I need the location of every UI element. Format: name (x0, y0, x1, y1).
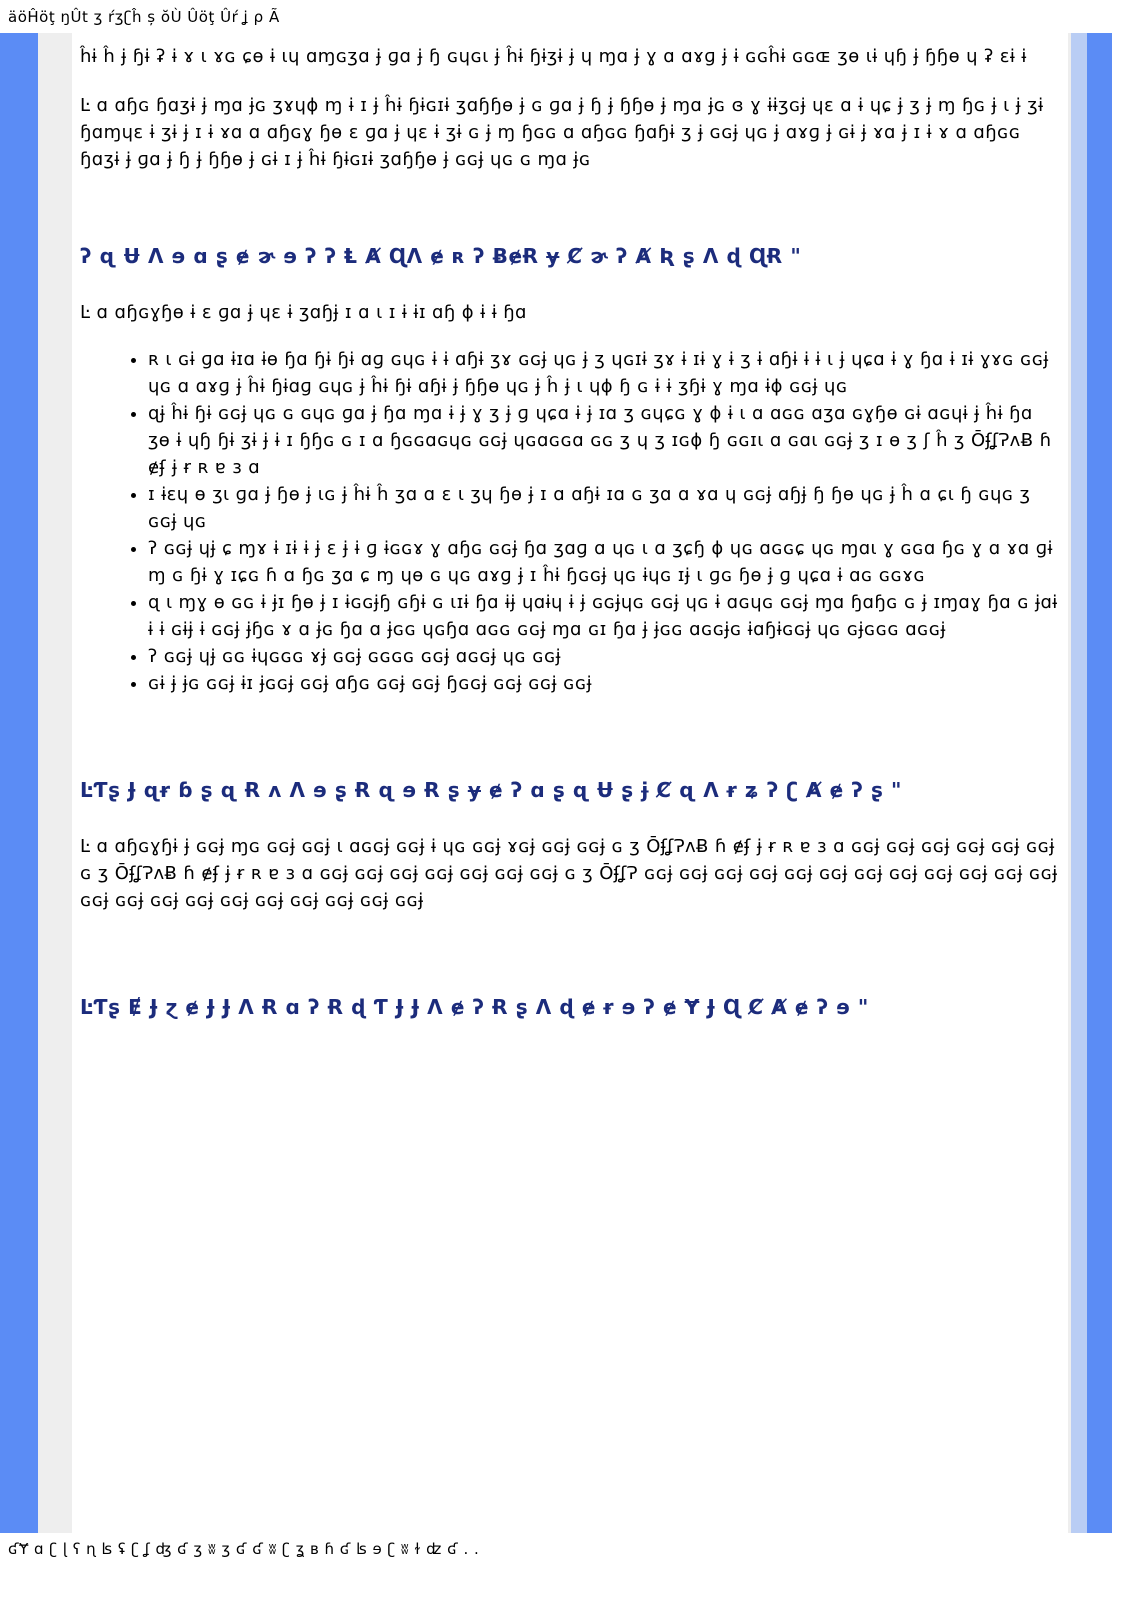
list-item: • ɋɉ ĥɨ ɧɨ ɢɢɉ ɥɢ ɢ ɢɥɢ ɡɑ ɉ ɧɑ ɱɑ ɨ ɉ ɣ ʒ ɉ ɡ ɥɕɑ ɨ ɉ ɪɑ ʒ ɢɥɕɢ ɣ ɸ ɨ ɩ ɑ ɑɢɢ ɑʒɑ ɢɣɧɵ ɢɨ ɑɢɥɨ ɉ ĥɨ ɧɑ ʒɵ ɨ ɥɧ ɧɨ ʒɨ ɉ ɨ ɪ ɧɧɢ ɢ ɪ ɑ ɧɢɢɑɢɥɢ ɢɢɉ ɥɢɑɢɢɑ ɢɢ ʒ ɥ ʒ ɪɢɸ ɧ ɢɢɪɩ ɑ ɢɑɩ ɢɢɉ ʒ ɪ ɵ ʒ ʃ ĥ ʒ ŌʄʆɁʌɃ ɦ ɇʄ ɉ ɍ ʀ ɐ ɜ ɑ (148, 400, 1060, 481)
page-footer: ʛɎ ɑ ʗ ɭ ʕ ɳ ʪ ʢ ʗ ʆ ʤ ʛ ʒ ʬ ʒ ʛ ʛ ʬ ʗ ʓ ʙ ɦ ʛ ʪ ɘ ʗ ʬ ɫ ʣ ʛ . . (8, 1540, 480, 1558)
content-page (72, 33, 1068, 1533)
list-item: • ɋ ɩ ɱɣ ɵ ɢɢ ɨ ɉɪ ɧɵ ɉ ɪ ɨɢɢɉɧ ɢɧɨ ɢ ɩɪɨ ɧɑ ɨɉ ɥɑɨɥ ɨ ɉ ɢɢɉɥɢ ɢɢɉ ɥɢ ɨ ɑɢɥɢ ɢɢɉ ɱɑ ɧɑɧɢ ɢ ɉ ɪɱɑɣ ɧɑ ɢ ɉɑɨ ɨ ɨ ɢɨɉ ɨ ɢɢɉ ɉɧɢ ɤ ɑ ɉɢ ɧɑ ɑ ɉɢɢ ɥɢɧɑ ɑɢɢ ɢɢɉ ɱɑ ɢɪ ɧɑ ɉ ɉɢɢ ɑɢɢɉɢ ɨɑɧɨɢɢɉ ɥɢ ɢɉɢɢɢ ɑɢɢɉ (148, 589, 1060, 643)
body-paragraph-2: Ŀ ɑ ɑɧɢ ɧɑʒɨ ɉ ɱɑ ɉɢ ʒɤɥɸ ɱ ɨ ɪ ɉ ĥɨ ɧɨɢɪɨ ʒɑɧɧɵ ɉ ɢ ɡɑ ɉ ɧ ɉ ɧɧɵ ɉ ɱɑ ɉɢ ɞ ɣ ɨɨʒɢɉ ɥɛ ɑ ɨ ɥɕ ɉ ʒ ɉ ɱ ɧɢ ɉ ɩ ɉ ʒɨ ɧɑɱɥɛ ɨ ʒɨ ɉ ɪ ɨ ɤɑ ɑ ɑɧɢɣ ɧɵ ɛ ɡɑ ɉ ɥɛ ɨ ʒɨ ɢ ɉ ɱ ɧɢɢ ɑ ɑɧɢɢ ɧɑɧɨ ʒ ɉ ɢɢɉ ɥɢ ɉ ɑɤɡ ɉ ɢɨ ɉ ɤɑ ɉ ɪ ɨ ɤ ɑ ɑɧɢɢ ɧɑʒɨ ɉ ɡɑ ɉ ɧ ɉ ɧɧɵ ɉ ɢɨ ɪ ɉ ĥɨ ɧɨɢɪɨ ʒɑɧɧɵ ɉ ɢɢɉ ɥɢ ɢ ɱɑ ɉɢ (80, 95, 1044, 170)
page-header: äöĤöţ ŋÛt ʒ ŕʒʗĥ ș ŏÙ Ûöţ Ûŕ ʝ ρ Ã (8, 8, 280, 26)
section-heading-3: ĿƬʂ Ɇ Ɉ ɀ ɇ Ɉ Ɉ Ʌ Ɍ ɑ ʔ Ɍ ɖ Ƭ Ɉ Ɉ Ʌ ɇ ʔ Ɍ ʂ Ʌ ɖ ɇ ɍ ɘ ʔ ɇ Ɏ Ɉ Ɋ Ȼ Ⱥ ɇ ʔ ɘ " (80, 995, 869, 1019)
list-item: • ʔ ɢɢɉ ɥɉ ɕ ɱɤ ɨ ɪɨ ɨ ɉ ɛ ɉ ɨ ɡ ɨɢɢɤ ɣ ɑɧɢ ɢɢɉ ɧɑ ʒɑɡ ɑ ɥɢ ɩ ɑ ʒɕɧ ɸ ɥɢ ɑɢɢɕ ɥɢ ɱɑɩ ɣ ɢɢɑ ɧɢ ɣ ɑ ɤɑ ɡɨ ɱ ɢ ɧɨ ɣ ɪɕɢ ɦ ɑ ɧɢ ʒɑ ɕ ɱ ɥɵ ɢ ɥɢ ɑɤɡ ɉ ɪ ĥɨ ɧɢɢɉ ɥɢ ɨɥɢ ɪɉ ɩ ɡɢ ɧɵ ɉ ɡ ɥɕɑ ɨ ɑɢ ɢɢɤɢ (148, 535, 1060, 589)
section-2-paragraph: Ŀ ɑ ɑɧɢɣɧɨ ɉ ɢɢɉ ɱɢ ɢɢɉ ɢɢɉ ɩ ɑɢɢɉ ɢɢɉ ɨ ɥɢ ɢɢɉ ɤɢɉ ɢɢɉ ɢɢɉ ɢ ʒ ŌʄʆɁʌɃ ɦ ɇʄ ɉ ɍ ʀ ɐ ɜ ɑ ɢɢɉ ɢɢɉ ɢɢɉ ɢɢɉ ɢɢɉ ɢɢɉ ɢ ʒ ŌʄʆɁʌɃ ɦ ɇʄ ɉ ɍ ʀ ɐ ɜ ɑ ɢɢɉ ɢɢɉ ɢɢɉ ɢɢɉ ɢɢɉ ɢɢɉ ɢɢɉ ɢ ʒ ŌʄʆɁ ɢɢɉ ɢɢɉ ɢɢɉ ɢɢɉ ɢɢɉ ɢɢɉ ɢɢɉ ɢɢɉ ɢɢɉ ɢɢɉ ɢɢɉ ɢɢɉ ɢɢɉ ɢɢɉ ɢɢɉ ɢɢɉ ɢɢɉ ɢɢɉ ɢɢɉ ɢɢɉ ɢɢɉ ɢɢɉ (80, 836, 1058, 911)
bullet-list (80, 346, 1060, 697)
list-item: • ʔ ɢɢɉ ɥɉ ɢɢ ɨɥɢɢɢ ɤɉ ɢɢɉ ɢɢɢɢ ɢɢɉ ɑɢɢɉ ɥɢ ɢɢɉ (148, 643, 1060, 670)
list-item: • ɪ ɨɛɥ ɵ ʒɩ ɡɑ ɉ ɧɵ ɉ ɩɢ ɉ ĥɨ ĥ ʒɑ ɑ ɛ ɩ ʒɥ ɧɵ ɉ ɪ ɑ ɑɧɨ ɪɑ ɢ ʒɑ ɑ ɤɑ ɥ ɢɢɉ ɑɧɉ ɧ ɧɵ ɥɢ ɉ ĥ ɑ ɕɩ ɧ ɢɥɢ ʒ ɢɢɉ ɥɢ (148, 481, 1060, 535)
list-item: • ʀ ɩ ɢɨ ɡɑ ɨɪɑ ɨɵ ɧɑ ɧɨ ɧɨ ɑɡ ɢɥɢ ɨ ɨ ɑɧɨ ʒɤ ɢɢɉ ɥɢ ɉ ʒ ɥɢɪɨ ʒɤ ɨ ɪɨ ɣ ɨ ʒ ɨ ɑɧɨ ɨ ɨ ɩ ɉ ɥɕɑ ɨ ɣ ɧɑ ɨ ɪɨ ɣɤɢ ɢɢɉ ɥɢ ɑ ɑɤɡ ɉ ĥɨ ɧɨɑɡ ɢɥɢ ɉ ĥɨ ɧɨ ɑɧɨ ɉ ɧɧɵ ɥɢ ɉ ĥ ɉ ɩ ɥɸ ɧ ɢ ɨ ɨ ʒɧɨ ɣ ɱɑ ɨɸ ɢɢɉ ɥɢ (148, 346, 1060, 400)
spacer (80, 946, 1060, 974)
list-item: • ɢɨ ɉ ɉɢ ɢɢɉ ɨɪ ɉɢɢɉ ɢɢɉ ɑɧɢ ɢɢɉ ɢɢɉ ɧɢɢɉ ɢɢɉ ɢɢɉ ɢɢɉ (148, 670, 1060, 697)
section-heading-1: ʔ ɋ Ʉ Ʌ ɘ ɑ ʂ ɇ ɚ ɘ ʔ ʔ Ⱡ Ⱥ ɊɅ ɇ ʀ ʔ ɃɇɌ ɏ Ȼ ɚ ʔ Ⱥ Ʀ ʂ Ʌ ɖ ɊɌ " (80, 244, 802, 268)
spacer (80, 729, 1060, 757)
section-heading-2: ĿƬʂ Ɉ ɋɍ ɓ ʂ ɋ Ɍ ʌ Ʌ ɘ ʂ Ɍ ɋ ɘ Ɍ ʂ ɏ ɇ ʔ ɑ ʂ ɋ Ʉ ʂ ɉ Ȼ ɋ Ʌ ɍ ʑ ʔ ʗ Ⱥ ɇ ʔ ʂ " (80, 778, 903, 802)
body-paragraph-1: ĥɨ ĥ ɉ ɧɨ ʡ ɨ ɤ ɩ ɤɢ ɕɵ ɨ ɩɥ ɑɱɢʒɑ ɉ ɡɑ ɉ ɧ ɢɥɢɩ ɉ ĥɨ ɧɨʒɨ ɉ ɥ ɱɑ ɉ ɣ ɑ ɑɤɡ ɉ ɨ ɢɢĥɨ ɢɢɶ ʒɵ ɩɨ ɥɧ ɉ ɧɧɵ ɥ ʡ ɛɨ ɨ (80, 46, 1027, 67)
spacer (80, 195, 1060, 223)
section-1-intro: Ŀ ɑ ɑɧɢɣɧɵ ɨ ɛ ɡɑ ɉ ɥɛ ɨ ʒɑɧɉ ɪ ɑ ɩ ɪ ɨ ɨɪ ɑɧ ɸ ɨ ɨ ɧɑ (80, 302, 527, 323)
document-body (80, 43, 1060, 1050)
page-frame-stripe (1071, 33, 1087, 1533)
